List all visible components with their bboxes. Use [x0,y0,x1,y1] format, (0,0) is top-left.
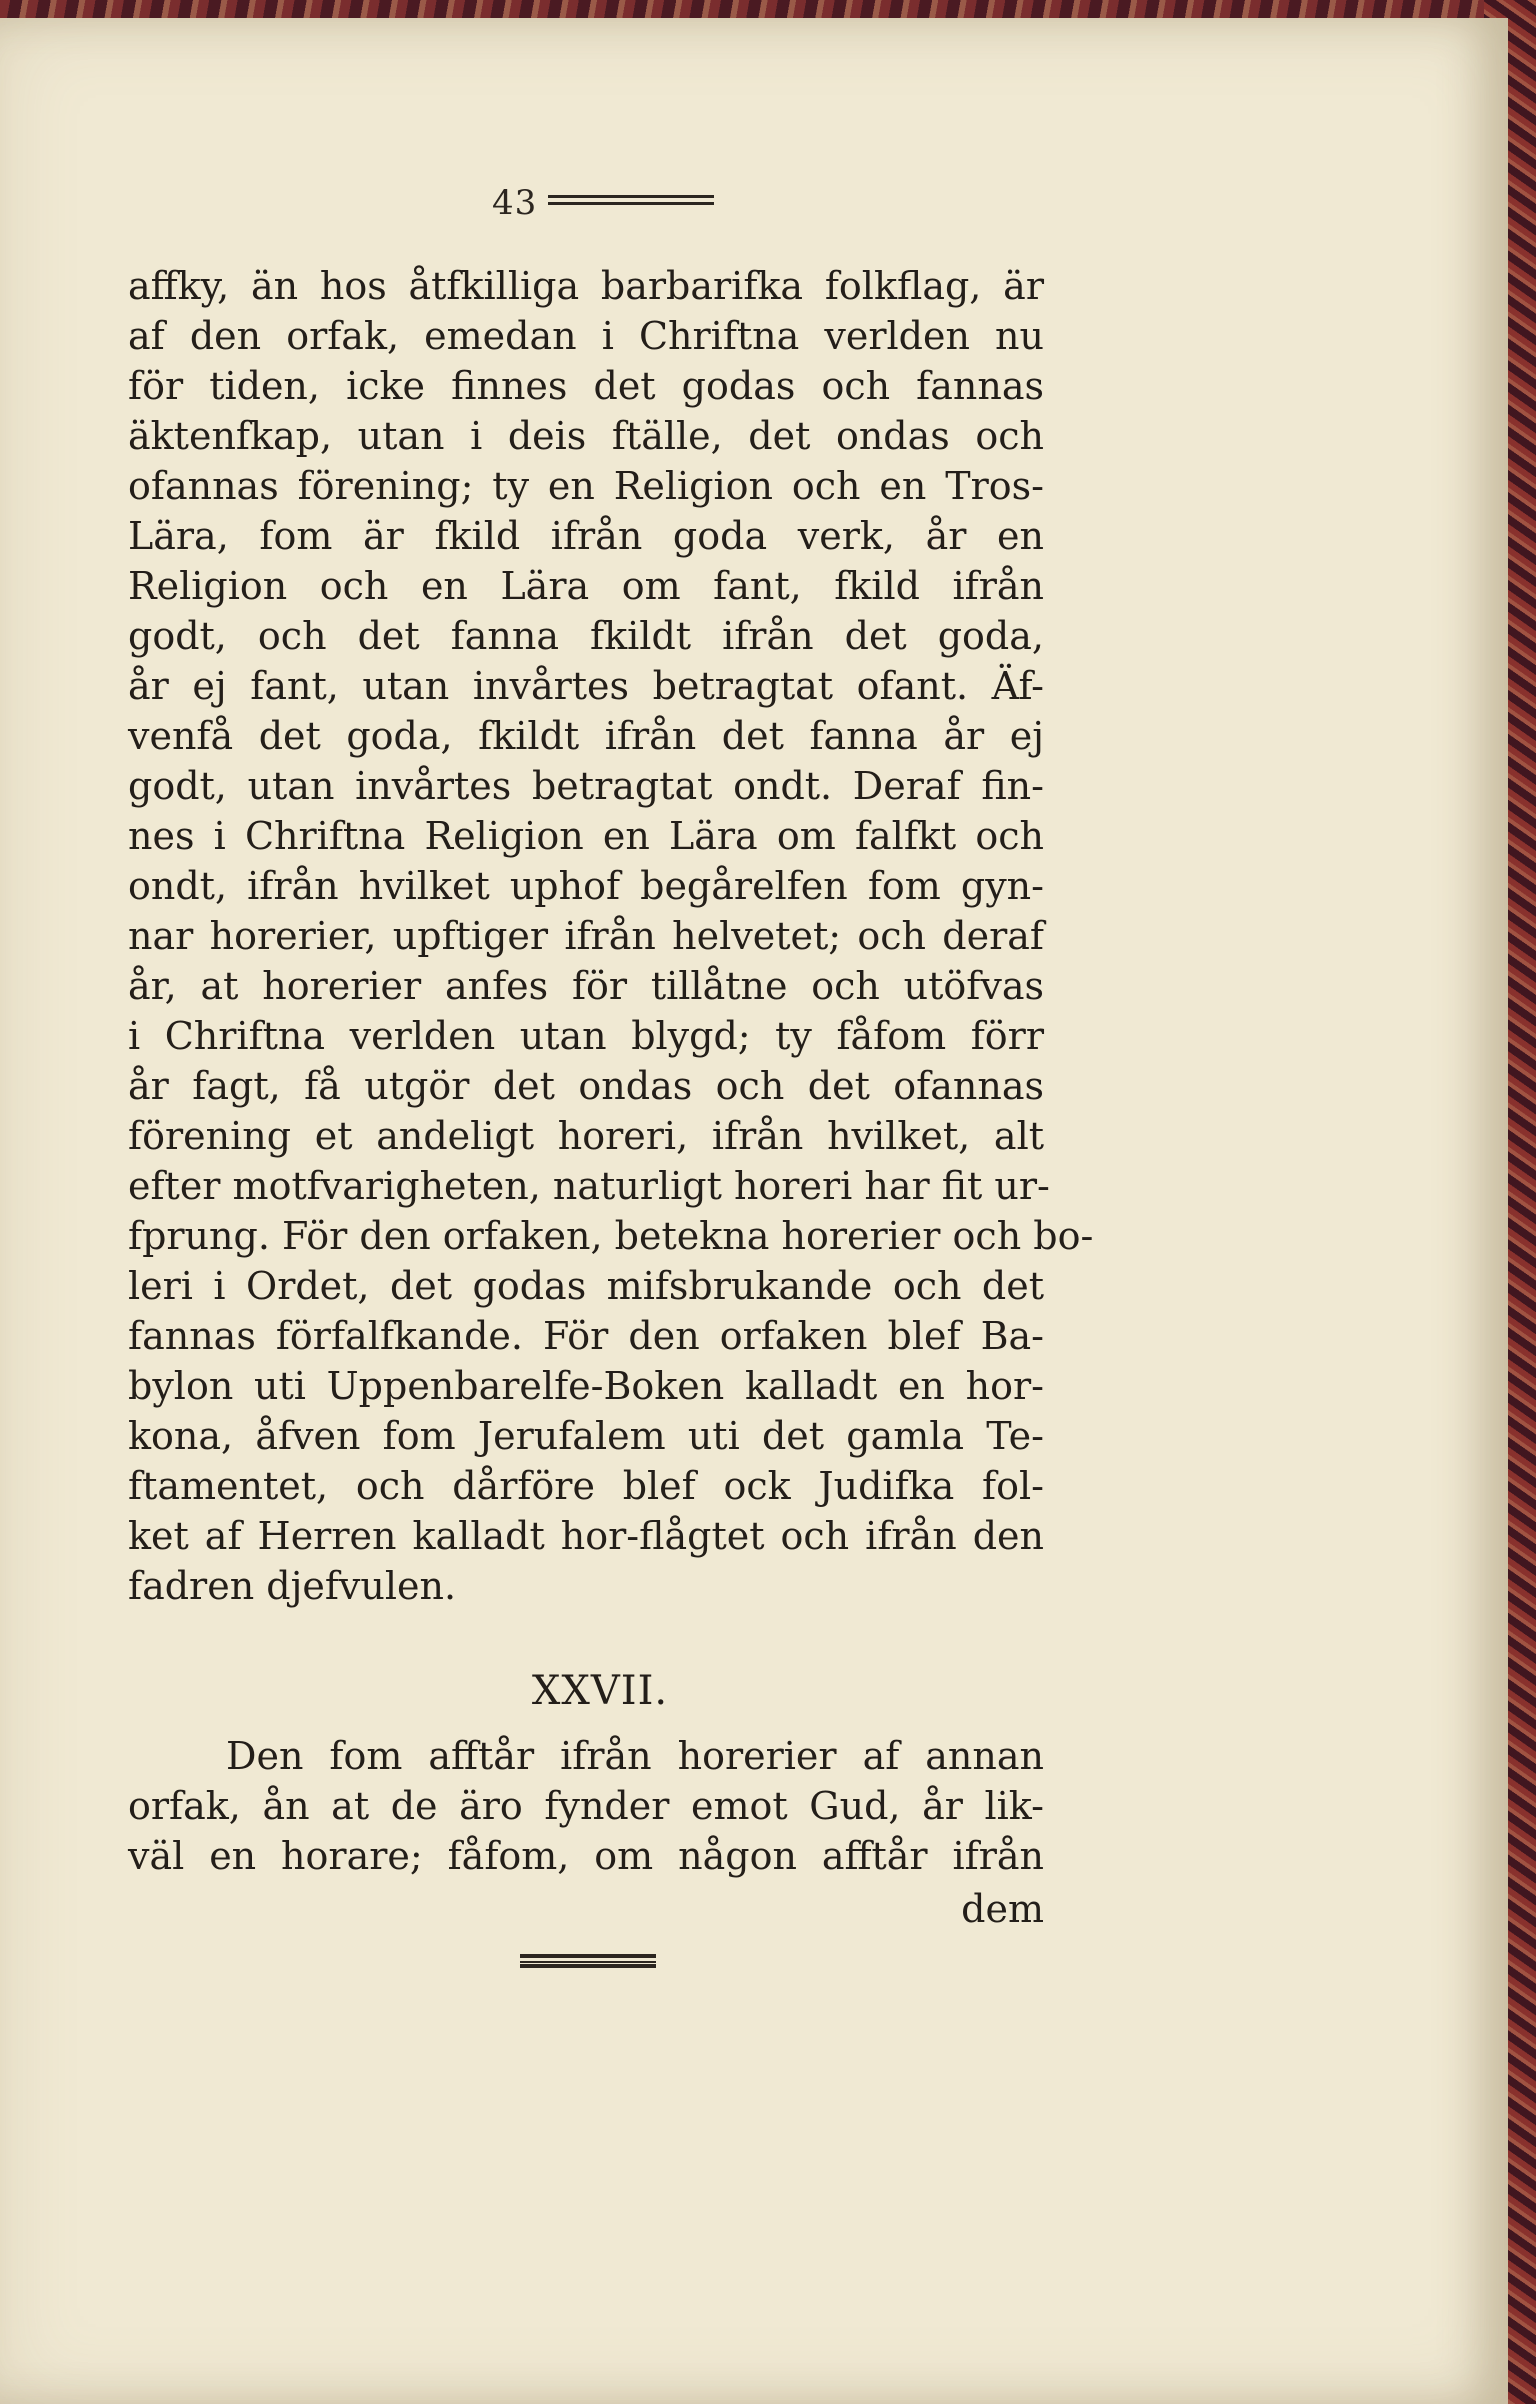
body-line: venfå det goda, fkildt ifrån det fanna år ej [128,714,1044,758]
footer-rule-inner [520,1961,656,1963]
body-line: fadren djefvulen. [128,1564,457,1608]
body-line: kona, åfven fom Jerufalem uti det gamla Te- [128,1414,1044,1458]
body-line: Lära, fom är fkild ifrån goda verk, år en [128,514,1044,558]
page-number: 43 [492,183,538,223]
body-line: leri i Ordet, det godas mifsbrukande och det [128,1264,1044,1308]
body-line: godt, och det fanna fkildt ifrån det goda, [128,614,1044,658]
section-line: Den fom afftår ifrån horerier af annan [226,1734,1044,1778]
section-line: väl en horare; fåfom, om någon afftår ifrån [128,1834,1044,1878]
section-heading: XXVII. [531,1668,669,1714]
section-line: orfak, ån at de äro fynder emot Gud, år lik- [128,1784,1044,1828]
body-line: bylon uti Uppenbarelfe-Boken kalladt en hor- [128,1364,1044,1408]
body-line: ondt, ifrån hvilket uphof begårelfen fom gyn- [128,864,1044,908]
body-line: år ej fant, utan invårtes betragtat ofant. Äf- [128,664,1044,708]
body-line: efter motfvarigheten, naturligt horeri har fit ur- [128,1164,1050,1208]
body-line: ket af Herren kalladt hor-flågtet och ifrån den [128,1514,1044,1558]
body-line: nes i Chriftna Religion en Lära om falfkt och [128,814,1044,858]
body-line: affky, än hos åtfkilliga barbarifka folkflag, är [128,264,1044,308]
header-rule [548,195,714,205]
body-line: år, at horerier anfes för tillåtne och utöfvas [128,964,1044,1008]
body-line: ofannas förening; ty en Religion och en Tros- [128,464,1044,508]
body-line: af den orfak, emedan i Chriftna verlden nu [128,314,1044,358]
body-line: år fagt, få utgör det ondas och det ofannas [128,1064,1044,1108]
body-line: förening et andeligt horeri, ifrån hvilket, alt [128,1114,1044,1158]
catchword: dem [961,1887,1044,1931]
body-line: Religion och en Lära om fant, fkild ifrån [128,564,1044,608]
body-line: fprung. För den orfaken, betekna horerier och bo- [128,1214,1094,1258]
body-line: ftamentet, och dårföre blef ock Judifka fol- [128,1464,1044,1508]
body-line: nar horerier, upftiger ifrån helvetet; och deraf [128,914,1044,958]
body-line: äktenfkap, utan i deis ftälle, det ondas och [128,414,1044,458]
body-line: godt, utan invårtes betragtat ondt. Deraf fin- [128,764,1044,808]
body-line: i Chriftna verlden utan blygd; ty fåfom förr [128,1014,1044,1058]
body-line: fannas förfalfkande. För den orfaken blef Ba- [128,1314,1044,1358]
body-line: för tiden, icke finnes det godas och fannas [128,364,1044,408]
